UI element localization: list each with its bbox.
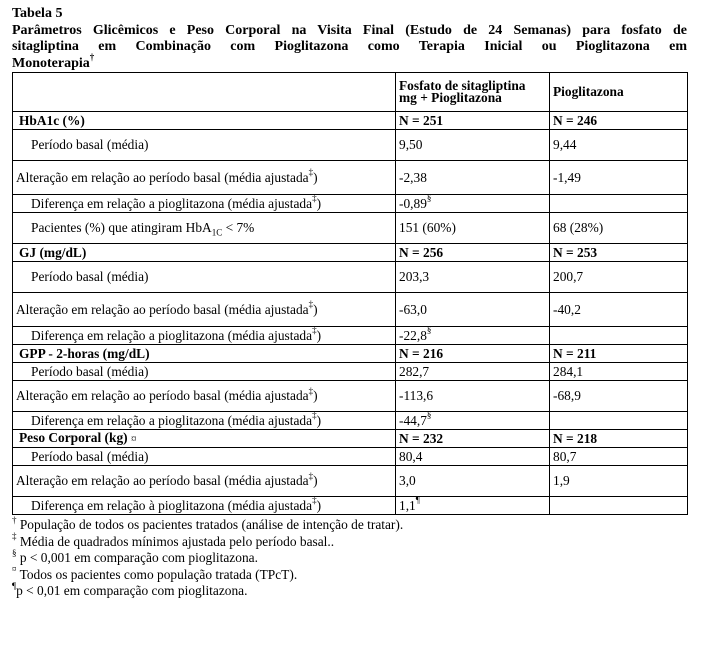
empty-cell bbox=[550, 412, 688, 430]
n-value: N = 256 bbox=[396, 244, 550, 262]
cell-value: -1,49 bbox=[550, 161, 688, 195]
section-label: GPP - 2-horas (mg/dL) bbox=[13, 345, 396, 363]
table-row bbox=[13, 381, 688, 412]
table-row bbox=[13, 412, 688, 430]
section-mark: § bbox=[426, 193, 432, 204]
row-label-close: ) bbox=[313, 388, 318, 403]
table-row bbox=[13, 466, 688, 497]
footnote-mark: § bbox=[12, 547, 17, 558]
section-label bbox=[13, 430, 396, 448]
cell-text: -0,89 bbox=[399, 195, 427, 211]
section-mark: § bbox=[426, 325, 432, 336]
row-label bbox=[13, 213, 396, 244]
header-pioglitazone: Pioglitazona bbox=[550, 73, 688, 112]
cell-value: 9,50 bbox=[396, 130, 550, 161]
row-label-text: Alteração em relação ao período basal (média ajustada bbox=[16, 301, 309, 317]
row-label-text: Alteração em relação ao período basal (média ajustada bbox=[16, 473, 309, 488]
section-label-text: Peso Corporal (kg) bbox=[19, 430, 128, 445]
table-row bbox=[13, 130, 688, 161]
footnotes bbox=[12, 514, 687, 600]
document-page bbox=[12, 6, 687, 600]
section-label: HbA1c (%) bbox=[13, 112, 396, 130]
empty-cell bbox=[550, 327, 688, 345]
cell-value: -113,6 bbox=[396, 381, 550, 412]
row-label: Período basal (média) bbox=[13, 448, 396, 466]
n-value: N = 218 bbox=[550, 430, 688, 448]
cell-value: 68 (28%) bbox=[550, 213, 688, 244]
cell-value: 3,0 bbox=[396, 466, 550, 497]
caption-line-1: Parâmetros Glicêmicos e Peso Corporal na Visita Final (Estudo de 24 Semanas) para fosfato de bbox=[12, 22, 687, 38]
cell-value bbox=[396, 327, 550, 345]
n-value: N = 232 bbox=[396, 430, 550, 448]
row-label: Período basal (média) bbox=[13, 130, 396, 161]
section-row-hba1c bbox=[13, 112, 688, 130]
row-label-text: Alteração em relação ao período basal (média ajustada bbox=[16, 169, 309, 185]
subscript: 1C bbox=[211, 227, 223, 238]
row-label-text: Diferença em relação a pioglitazona (média ajustada bbox=[31, 412, 313, 428]
row-label bbox=[13, 161, 396, 195]
double-dagger-mark: ‡ bbox=[312, 193, 317, 204]
cell-value: -68,9 bbox=[550, 381, 688, 412]
footnote-text: Todos os pacientes como população tratada (TPcT). bbox=[16, 566, 298, 582]
table-row bbox=[13, 213, 688, 244]
table-row bbox=[13, 195, 688, 213]
row-label bbox=[13, 381, 396, 412]
cell-value: 284,1 bbox=[550, 363, 688, 381]
cell-value bbox=[396, 412, 550, 430]
n-value: N = 246 bbox=[550, 112, 688, 130]
cell-value bbox=[396, 195, 550, 213]
cell-text: -44,7 bbox=[399, 412, 427, 428]
section-mark: § bbox=[426, 410, 432, 421]
cell-value: 1,9 bbox=[550, 466, 688, 497]
table-row bbox=[13, 497, 688, 515]
table-row bbox=[13, 262, 688, 293]
row-label-close: ) bbox=[313, 301, 318, 317]
footnote-text: Média de quadrados mínimos ajustada pelo período basal.. bbox=[16, 533, 335, 549]
row-label: Período basal (média) bbox=[13, 363, 396, 381]
row-label bbox=[13, 293, 396, 327]
footnote-mark: ¤ bbox=[12, 564, 17, 575]
cell-value bbox=[396, 497, 550, 515]
double-dagger-mark: ‡ bbox=[308, 385, 314, 396]
row-label-text: Diferença em relação à pioglitazona (média ajustada bbox=[31, 497, 313, 513]
box-mark: ¤ bbox=[130, 433, 137, 445]
row-label bbox=[13, 412, 396, 430]
table-caption bbox=[12, 6, 687, 72]
section-row-peso bbox=[13, 430, 688, 448]
header-sitagliptin-pioglitazone: Fosfato de sitagliptina mg + Pioglitazona bbox=[396, 73, 550, 112]
cell-value: -40,2 bbox=[550, 293, 688, 327]
n-value: N = 216 bbox=[396, 345, 550, 363]
row-label bbox=[13, 497, 396, 515]
footnote-mark: † bbox=[12, 514, 17, 525]
footnote bbox=[12, 514, 687, 534]
cell-value: 80,4 bbox=[396, 448, 550, 466]
row-label-text: < 7% bbox=[222, 220, 255, 235]
row-label-close: ) bbox=[316, 497, 322, 513]
pilcrow-mark: ¶ bbox=[415, 495, 420, 506]
cell-value: -2,38 bbox=[396, 161, 550, 195]
cell-text: 1,1 bbox=[399, 497, 416, 513]
cell-value: 203,3 bbox=[396, 262, 550, 293]
caption-text-end: Monoterapia bbox=[12, 55, 90, 71]
n-value: N = 253 bbox=[550, 244, 688, 262]
caption-line-3 bbox=[12, 51, 687, 73]
row-label-close: ) bbox=[316, 412, 322, 428]
row-label-close: ) bbox=[316, 327, 322, 343]
section-row-gpp bbox=[13, 345, 688, 363]
header-empty-cell bbox=[13, 73, 396, 112]
cell-value: 200,7 bbox=[550, 262, 688, 293]
row-label-text: Pacientes (%) que atingiram HbA bbox=[31, 220, 212, 235]
footnote bbox=[12, 564, 687, 584]
row-label bbox=[13, 327, 396, 345]
row-label-text: Alteração em relação ao período basal (média ajustada bbox=[16, 388, 309, 403]
table-row bbox=[13, 363, 688, 381]
row-label-text: Diferença em relação a pioglitazona (média ajustada bbox=[31, 327, 313, 343]
table-row bbox=[13, 448, 688, 466]
cell-value: 9,44 bbox=[550, 130, 688, 161]
footnote-text: População de todos os pacientes tratados (análise de intenção de tratar). bbox=[16, 517, 404, 532]
cell-value: -63,0 bbox=[396, 293, 550, 327]
footnote-text: p < 0,01 em comparação com pioglitazona. bbox=[16, 583, 248, 598]
empty-cell bbox=[550, 497, 688, 515]
n-value: N = 211 bbox=[550, 345, 688, 363]
footnote-text: p < 0,001 em comparação com pioglitazona. bbox=[16, 550, 258, 565]
row-label-close: ) bbox=[316, 195, 322, 211]
table-row bbox=[13, 161, 688, 195]
footnote bbox=[12, 547, 687, 567]
table-number: Tabela 5 bbox=[12, 6, 63, 21]
row-label-text: Diferença em relação a pioglitazona (média ajustada bbox=[31, 195, 313, 211]
double-dagger-mark: ‡ bbox=[312, 495, 317, 506]
table-row bbox=[13, 327, 688, 345]
row-label: Período basal (média) bbox=[13, 262, 396, 293]
cell-text: -22,8 bbox=[399, 327, 427, 343]
row-label bbox=[13, 466, 396, 497]
empty-cell bbox=[550, 195, 688, 213]
double-dagger-mark: ‡ bbox=[308, 167, 314, 178]
results-table bbox=[12, 72, 688, 515]
row-label-close: ) bbox=[313, 473, 318, 488]
double-dagger-mark: ‡ bbox=[312, 325, 317, 336]
footnote bbox=[12, 531, 687, 551]
cell-value: 151 (60%) bbox=[396, 213, 550, 244]
dagger-mark: † bbox=[89, 51, 95, 62]
caption-line-2: sitagliptina em Combinação com Pioglitazona como Terapia Inicial ou Pioglitazona em bbox=[12, 39, 687, 54]
n-value: N = 251 bbox=[396, 112, 550, 130]
header-row bbox=[13, 73, 688, 112]
table-row bbox=[13, 293, 688, 327]
double-dagger-mark: ‡ bbox=[308, 470, 314, 481]
footnote-mark: ¶ bbox=[12, 580, 17, 591]
double-dagger-mark: ‡ bbox=[308, 299, 314, 310]
section-row-gj bbox=[13, 244, 688, 262]
row-label-close: ) bbox=[313, 169, 318, 185]
footnote-mark: ‡ bbox=[12, 531, 17, 542]
cell-value: 282,7 bbox=[396, 363, 550, 381]
row-label bbox=[13, 195, 396, 213]
footnote bbox=[12, 580, 687, 600]
double-dagger-mark: ‡ bbox=[312, 410, 317, 421]
section-label: GJ (mg/dL) bbox=[13, 244, 396, 262]
cell-value: 80,7 bbox=[550, 448, 688, 466]
